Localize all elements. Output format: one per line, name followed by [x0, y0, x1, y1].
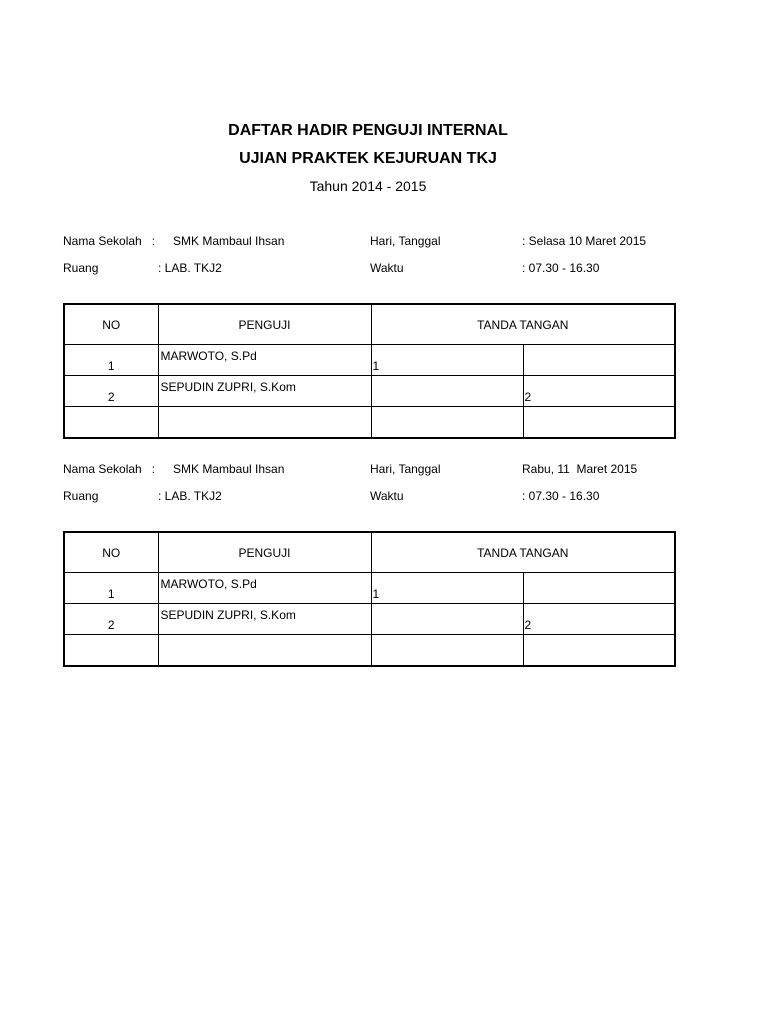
- signature-cell-left: 1: [371, 573, 523, 604]
- signature-cell-right: [523, 345, 675, 376]
- header-penguji: PENGUJI: [158, 532, 371, 573]
- time-label: Waktu: [370, 489, 404, 503]
- day-value: : Selasa 10 Maret 2015: [522, 234, 647, 248]
- header-tanda-tangan: TANDA TANGAN: [371, 304, 675, 345]
- header-no: NO: [64, 532, 158, 573]
- signature-cell-right: [523, 407, 675, 439]
- row-number: 2: [64, 376, 158, 407]
- signature-cell-left: 1: [371, 345, 523, 376]
- row-number: [64, 635, 158, 667]
- header-no: NO: [64, 304, 158, 345]
- row-number: 2: [64, 604, 158, 635]
- table-row: [64, 604, 675, 635]
- examiner-name: MARWOTO, S.Pd: [158, 573, 371, 604]
- time-value: : 07.30 - 16.30: [522, 489, 600, 503]
- table-row: [64, 376, 675, 407]
- examiner-name: [158, 635, 371, 667]
- school-label: Nama Sekolah :: [63, 234, 156, 248]
- examiner-name: SEPUDIN ZUPRI, S.Kom: [158, 604, 371, 635]
- examiner-name: MARWOTO, S.Pd: [158, 345, 371, 376]
- academic-year: Tahun 2014 - 2015: [309, 178, 427, 194]
- school-value: SMK Mambaul Ihsan: [173, 462, 285, 476]
- school-value: SMK Mambaul Ihsan: [173, 234, 285, 248]
- examiner-name: [158, 407, 371, 439]
- table-row: [64, 573, 675, 604]
- signature-cell-right: [523, 573, 675, 604]
- header-penguji: PENGUJI: [158, 304, 371, 345]
- school-label: Nama Sekolah :: [63, 462, 156, 476]
- signature-cell-left: [371, 407, 523, 439]
- table-row: [64, 635, 675, 667]
- table-header-row: [64, 532, 675, 573]
- row-number: 1: [64, 345, 158, 376]
- day-label: Hari, Tanggal: [370, 234, 441, 248]
- header-tanda-tangan: TANDA TANGAN: [371, 532, 675, 573]
- examiner-name: SEPUDIN ZUPRI, S.Kom: [158, 376, 371, 407]
- page-subtitle: UJIAN PRAKTEK KEJURUAN TKJ: [239, 150, 497, 167]
- signature-cell-left: [371, 604, 523, 635]
- time-label: Waktu: [370, 261, 404, 275]
- day-value: Rabu, 11 Maret 2015: [522, 462, 638, 476]
- attendance-table-2: [63, 531, 676, 667]
- table-row: [64, 407, 675, 439]
- room-value: : LAB. TKJ2: [158, 261, 222, 275]
- signature-cell-right: 2: [523, 604, 675, 635]
- room-value: : LAB. TKJ2: [158, 489, 222, 503]
- signature-cell-right: [523, 635, 675, 667]
- day-label: Hari, Tanggal: [370, 462, 441, 476]
- time-value: : 07.30 - 16.30: [522, 261, 600, 275]
- row-number: 1: [64, 573, 158, 604]
- room-label: Ruang: [63, 489, 99, 503]
- attendance-table-1: [63, 303, 676, 439]
- signature-cell-left: [371, 635, 523, 667]
- room-label: Ruang: [63, 261, 99, 275]
- signature-cell-right: 2: [523, 376, 675, 407]
- row-number: [64, 407, 158, 439]
- page-title: DAFTAR HADIR PENGUJI INTERNAL: [228, 122, 508, 139]
- table-header-row: [64, 304, 675, 345]
- table-row: [64, 345, 675, 376]
- signature-cell-left: [371, 376, 523, 407]
